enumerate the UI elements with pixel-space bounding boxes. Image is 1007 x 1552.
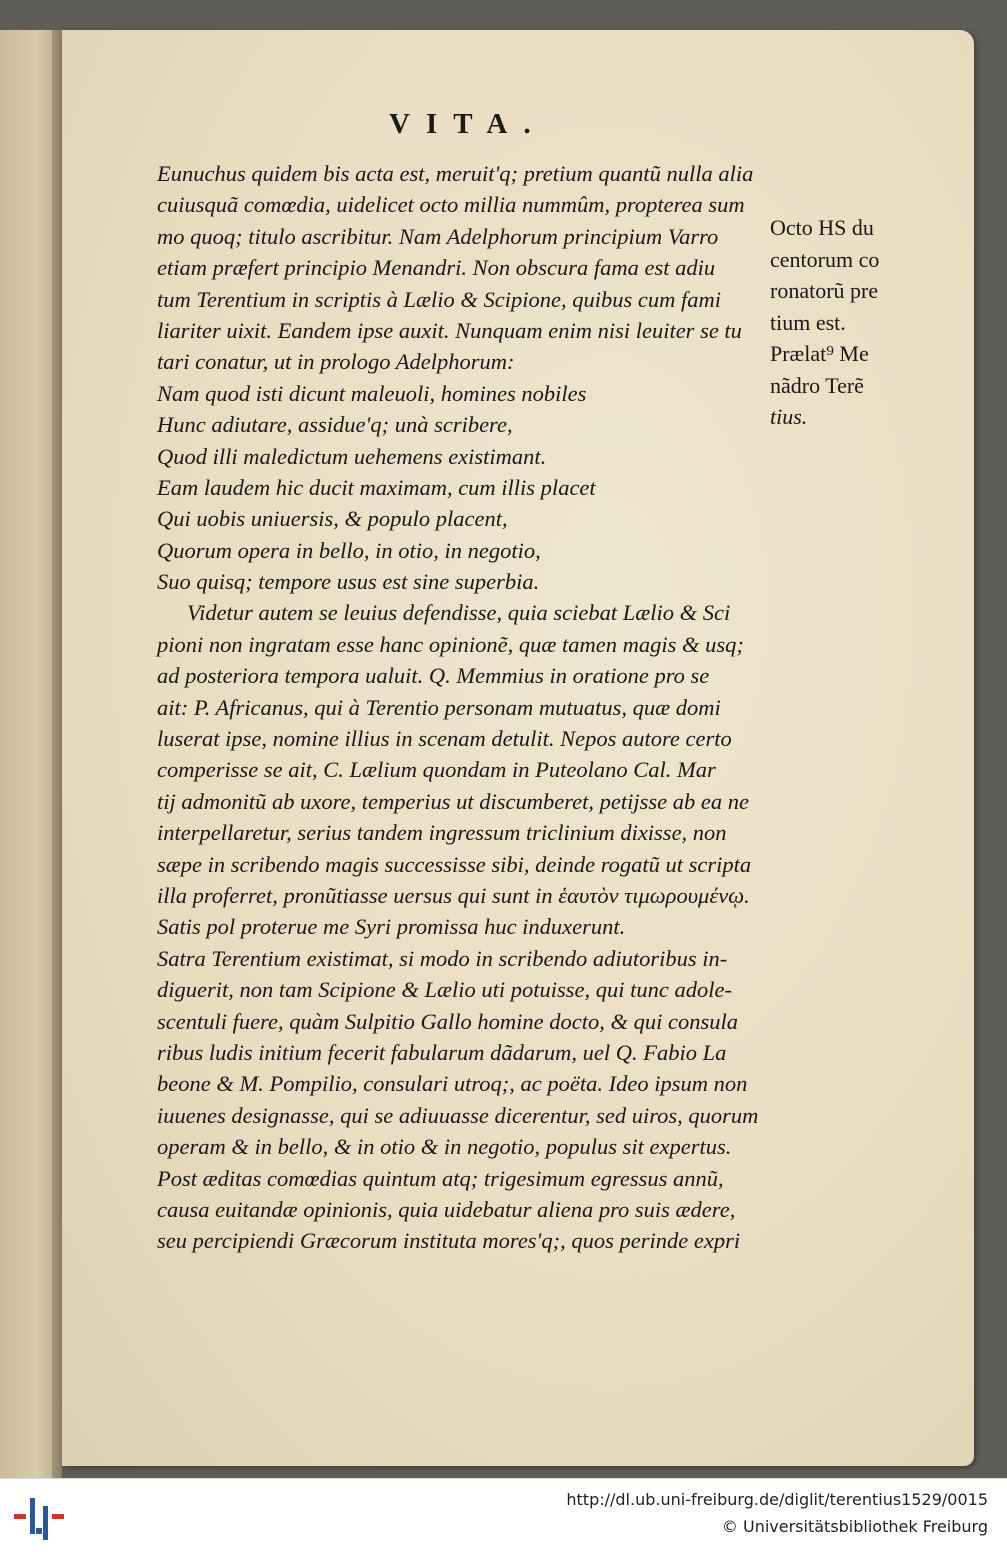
body-line: scentuli fuere, quàm Sulpitio Gallo homine docto, & qui consula: [157, 1008, 738, 1034]
body-line: liariter uixit. Eandem ipse auxit. Nunquam enim nisi leuiter se tu: [157, 317, 742, 343]
margin-note-line: Octo HS du: [770, 215, 874, 240]
verse-line: Quorum opera in bello, in otio, in negotio,: [157, 537, 541, 563]
book-page: [62, 30, 974, 1466]
body-line: operam & in bello, & in otio & in negotio, populus sit expertus.: [157, 1134, 732, 1160]
body-line: etiam præfert principio Menandri. Non obscura fama est adiu: [157, 255, 716, 281]
body-line: Post æditas comœdias quintum atq; trigesimum egressus annũ,: [157, 1165, 724, 1191]
previous-page-edge: [0, 30, 60, 1478]
margin-note-line: nãdro Terẽ: [770, 372, 864, 398]
body-line: iuuenes designasse, qui se adiuuasse dicerentur, sed uiros, quorum: [157, 1102, 759, 1128]
verse-line: Quod illi maledictum uehemens existimant.: [157, 443, 547, 469]
body-line: tij admonitũ ab uxore, temperius ut discumberet, petijsse ab ea ne: [157, 788, 749, 814]
verse-line: Nam quod isti dicunt maleuoli, homines nobiles: [157, 380, 587, 406]
body-line: ad posteriora tempora ualuit. Q. Memmius in oratione pro se: [157, 663, 710, 689]
verse-line: Qui uobis uniuersis, & populo placent,: [157, 506, 508, 532]
body-line: beone & M. Pompilio, consulari utroq;, ac poëta. Ideo ipsum non: [157, 1071, 748, 1097]
verse-line: Eam laudem hic ducit maximam, cum illis placet: [157, 474, 596, 500]
body-line: Videtur autem se leuius defendisse, quia sciebat Lælio & Sci: [187, 600, 731, 626]
body-line: pioni non ingratam esse hanc opinionẽ, quæ tamen magis & usq;: [157, 631, 744, 657]
library-logo-icon[interactable]: [14, 1492, 64, 1540]
body-line: Satis pol proterue me Syri promissa huc induxerunt.: [157, 914, 626, 940]
binding-shadow: [52, 30, 62, 1478]
body-line: cuiusquã comœdia, uidelicet octo millia nummûm, propterea sum: [157, 192, 745, 218]
body-line: diguerit, non tam Scipione & Lælio uti potuisse, qui tunc adole-: [157, 977, 732, 1003]
copyright-notice: © Universitätsbibliothek Freiburg: [721, 1517, 988, 1536]
margin-note-line: Prælat⁹ Me: [770, 341, 869, 366]
body-line: tum Terentium in scriptis à Lælio & Scipione, quibus cum fami: [157, 286, 721, 312]
margin-note-line: tium est.: [770, 309, 846, 335]
body-line: Satra Terentium existimat, si modo in scribendo adiutoribus in-: [157, 945, 728, 971]
body-line: mo quoq; titulo ascribitur. Nam Adelphorum principium Varro: [157, 223, 719, 249]
body-line: interpellaretur, serius tandem ingressum triclinium dixisse, non: [157, 820, 727, 846]
viewer-footer: [0, 1478, 1007, 1552]
body-line: ribus ludis initium fecerit fabularum dãdarum, uel Q. Fabio La: [157, 1039, 727, 1065]
page-url[interactable]: http://dl.ub.uni-freiburg.de/diglit/terentius1529/0015: [566, 1490, 988, 1509]
body-line: seu percipiendi Græcorum instituta mores'q;, quos perinde expri: [157, 1228, 741, 1254]
body-line: tari conatur, ut in prologo Adelphorum:: [157, 349, 515, 375]
body-line: illa proferret, pronũtiasse uersus qui sunt in ἑαυτὸν τιμωρουμένῳ.: [157, 882, 750, 908]
body-line: sæpe in scribendo magis successisse sibi, deinde rogatũ ut scripta: [157, 851, 752, 877]
body-line: ait: P. Africanus, qui à Terentio personam mutuatus, quæ domi: [157, 694, 721, 720]
margin-notes: [770, 212, 950, 433]
body-line: luserat ipse, nomine illius in scenam detulit. Nepos autore certo: [157, 726, 732, 752]
verse-line: Hunc adiutare, assidue'q; unà scribere,: [157, 412, 513, 438]
body-text: [157, 158, 767, 1257]
running-head: VITA.: [389, 108, 547, 140]
margin-note-line: tius.: [770, 404, 808, 429]
body-line: causa euitandæ opinionis, quia uidebatur aliena pro suis ædere,: [157, 1196, 736, 1222]
margin-note-line: centorum co: [770, 246, 880, 272]
margin-note-line: ronatorũ pre: [770, 278, 879, 303]
body-line: comperisse se ait, C. Lælium quondam in Puteolano Cal. Mar: [157, 757, 716, 783]
verse-line: Suo quisq; tempore usus est sine superbia.: [157, 569, 540, 595]
body-line: Eunuchus quidem bis acta est, meruit'q; pretium quantũ nulla alia: [157, 161, 754, 186]
